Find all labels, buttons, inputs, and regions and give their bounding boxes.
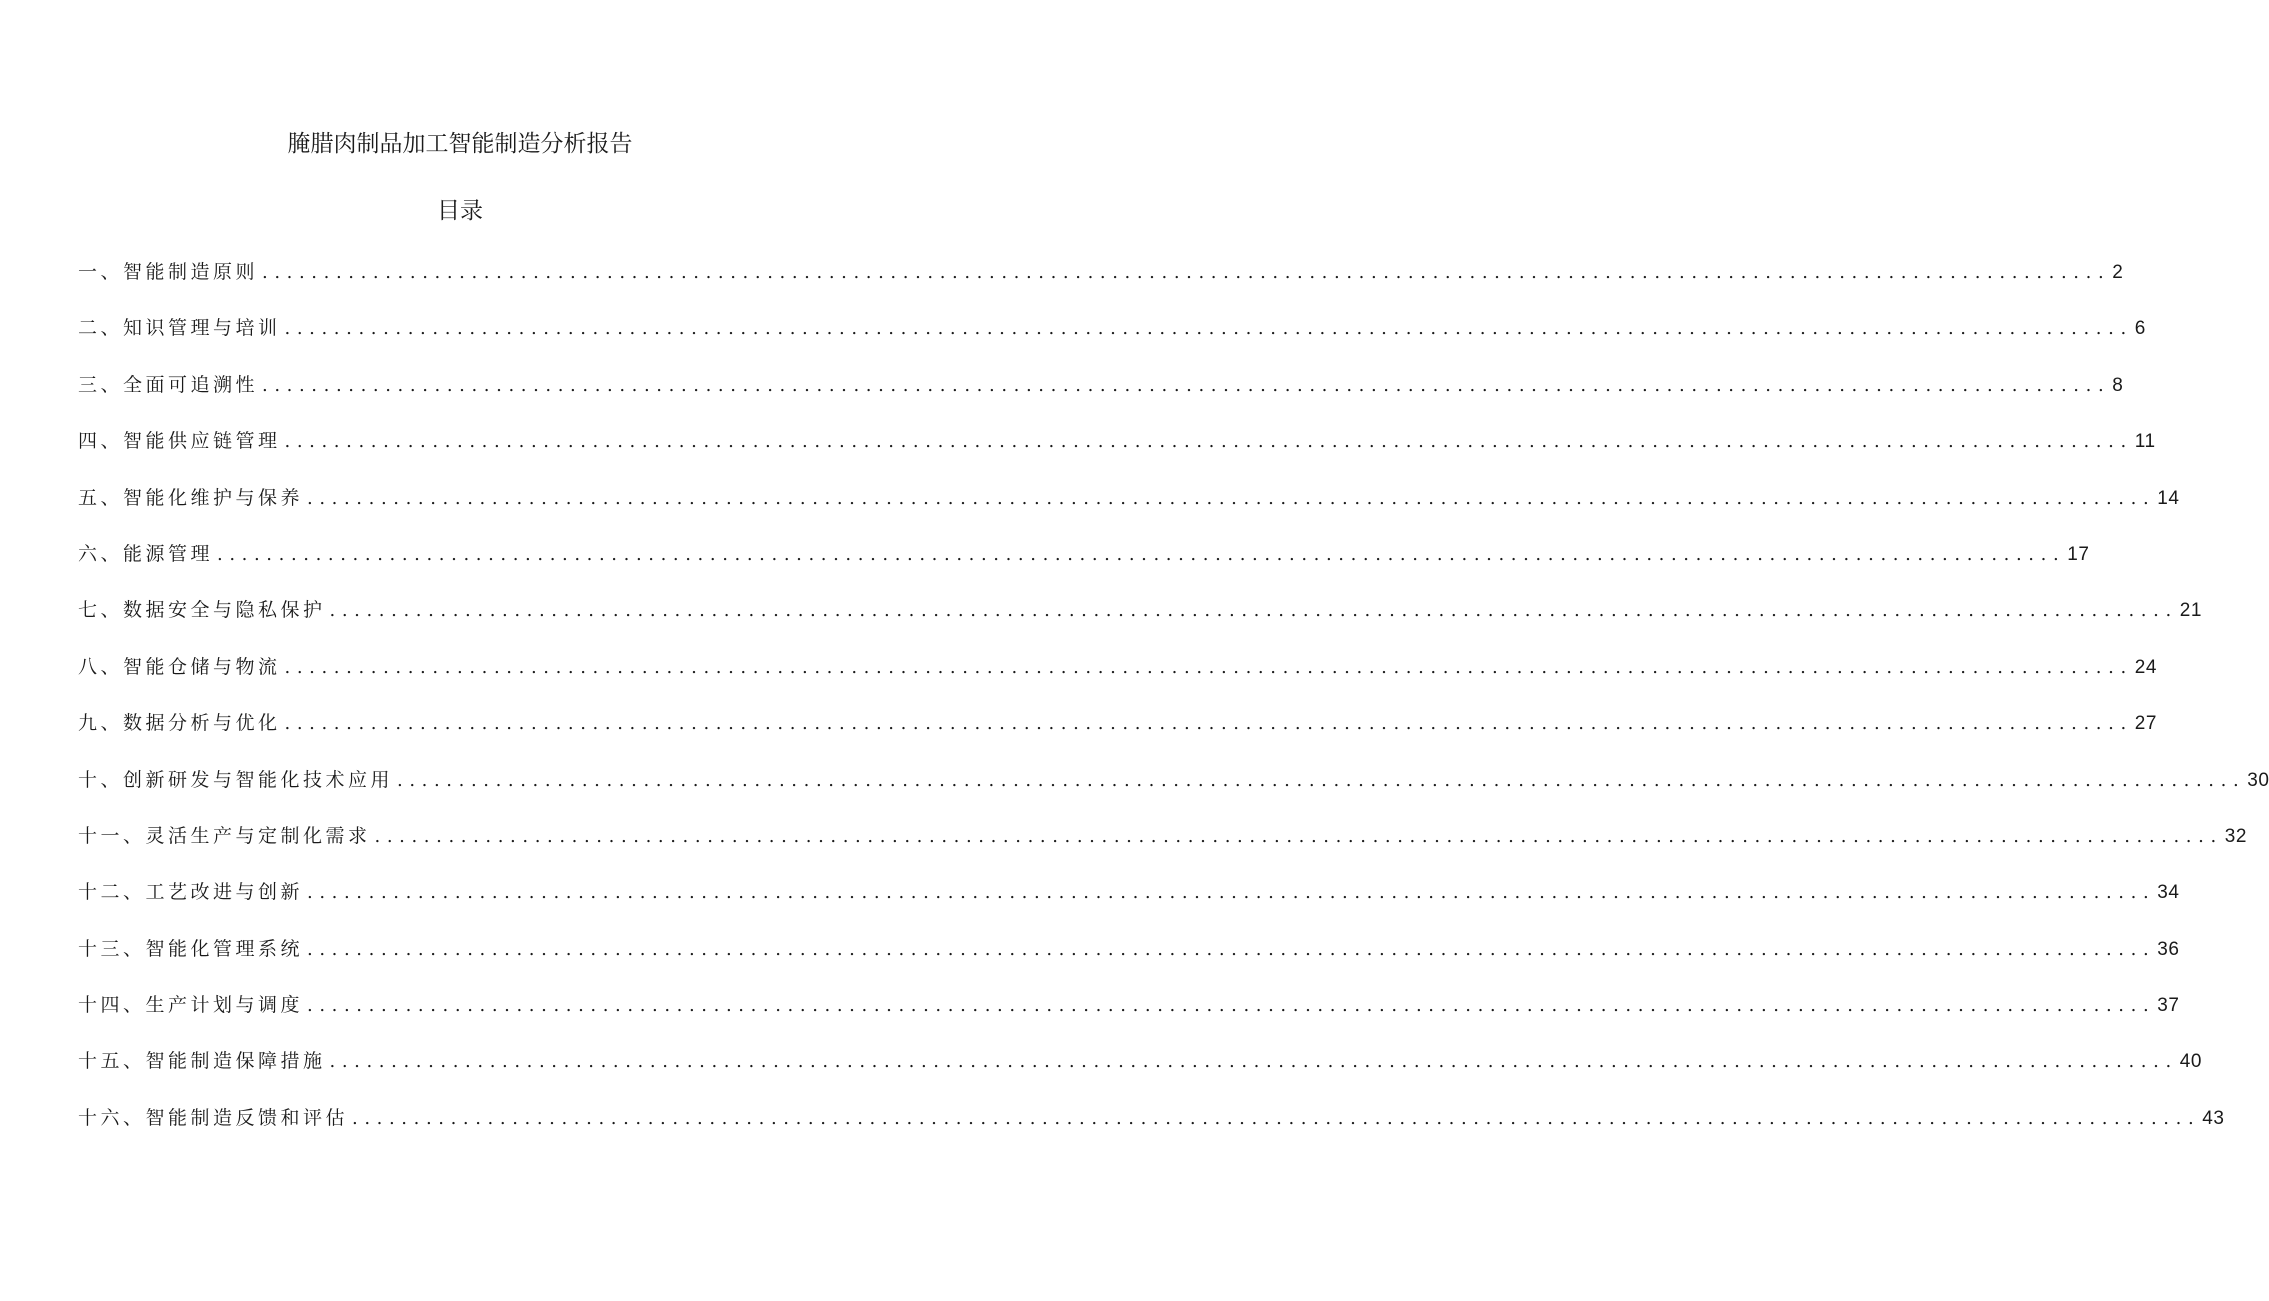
toc-leader-dots: ...................................................................................................................................................... [307,882,2156,904]
toc-leader-dots: ...................................................................................................................................................... [262,262,2111,283]
toc-page-number: 17 [2067,543,2090,565]
toc-leader-dots: ...................................................................................................................................................... [284,318,2133,340]
toc-entry[interactable] [78,760,2269,816]
toc-page-number: 6 [2134,318,2146,340]
toc-page-number: 34 [2157,882,2180,904]
toc-leader-dots: ...................................................................................................................................................... [329,1051,2178,1073]
toc-leader-dots: ...................................................................................................................................................... [284,431,2133,453]
toc-entry-label: 九、数据分析与优化 [78,712,281,735]
toc-entry-label: 十、创新研发与智能化技术应用 [78,768,394,791]
document-title: 腌腊肉制品加工智能制造分析报告 [287,131,633,157]
toc-entry[interactable] [78,872,2180,928]
toc-entry-label: 十四、生产计划与调度 [78,994,304,1017]
toc-entry-label: 十五、智能制造保障措施 [78,1050,326,1073]
toc-page-number: 14 [2157,487,2180,509]
toc-entry[interactable] [78,478,2180,534]
toc-entry-label: 八、智能仓储与物流 [78,655,281,678]
toc-page-number: 40 [2179,1051,2202,1073]
toc-entry[interactable] [78,365,2124,421]
toc-entry[interactable] [78,590,2202,646]
toc-entry-label: 四、智能供应链管理 [78,430,281,453]
toc-page-number: 24 [2134,656,2157,678]
toc-entry-label: 七、数据安全与隐私保护 [78,599,326,622]
toc-entry-label: 二、知识管理与培训 [78,317,281,340]
toc-entry-label: 三、全面可追溯性 [78,373,259,396]
toc-page-number: 27 [2134,713,2157,735]
toc-leader-dots: ...................................................................................................................................................... [262,374,2111,396]
toc-page-number: 32 [2224,825,2247,847]
toc-page-number: 37 [2157,995,2180,1017]
toc-leader-dots: ...................................................................................................................................................... [284,713,2133,735]
toc-leader-dots: ...................................................................................................................................................... [284,656,2133,678]
toc-entry-label: 十三、智能化管理系统 [78,937,304,960]
toc-entry[interactable] [78,703,2157,759]
toc-page-number: 11 [2134,431,2156,453]
toc-entry[interactable] [78,647,2157,703]
toc-leader-dots: ...................................................................................................................................................... [307,487,2156,509]
toc-entry[interactable] [78,534,2090,590]
toc-entry[interactable] [78,421,2156,477]
toc-leader-dots: ...................................................................................................................................................... [374,825,2223,847]
toc-entry[interactable] [78,985,2180,1041]
toc-entry[interactable] [78,252,2124,308]
toc-leader-dots: ...................................................................................................................................................... [352,1107,2201,1129]
toc-leader-dots: ...................................................................................................................................................... [329,600,2178,622]
toc-entry-label: 五、智能化维护与保养 [78,486,304,509]
toc-page-number: 43 [2202,1107,2225,1129]
toc-page-number: 2 [2112,262,2124,283]
toc-entry[interactable] [78,1041,2202,1097]
toc-entry[interactable] [78,816,2247,872]
toc-leader-dots: ...................................................................................................................................................... [307,995,2156,1017]
toc-entry-label: 十二、工艺改进与创新 [78,881,304,904]
table-of-contents [78,252,2269,1154]
toc-leader-dots: ...................................................................................................................................................... [217,543,2066,565]
toc-leader-dots: ...................................................................................................................................................... [307,938,2156,960]
toc-page-number: 8 [2112,374,2124,396]
toc-page-number: 36 [2157,938,2180,960]
toc-entry-label: 十一、灵活生产与定制化需求 [78,824,371,847]
toc-entry[interactable] [78,308,2146,364]
toc-entry-label: 六、能源管理 [78,542,214,565]
toc-entry-label: 十六、智能制造反馈和评估 [78,1106,349,1129]
toc-entry[interactable] [78,1098,2225,1154]
toc-leader-dots: ...................................................................................................................................................... [397,769,2246,791]
toc-page-number: 21 [2179,600,2202,622]
toc-entry[interactable] [78,929,2180,985]
toc-entry-label: 一、智能制造原则 [78,261,259,283]
toc-page-number: 30 [2247,769,2269,791]
toc-heading: 目录 [437,198,483,224]
